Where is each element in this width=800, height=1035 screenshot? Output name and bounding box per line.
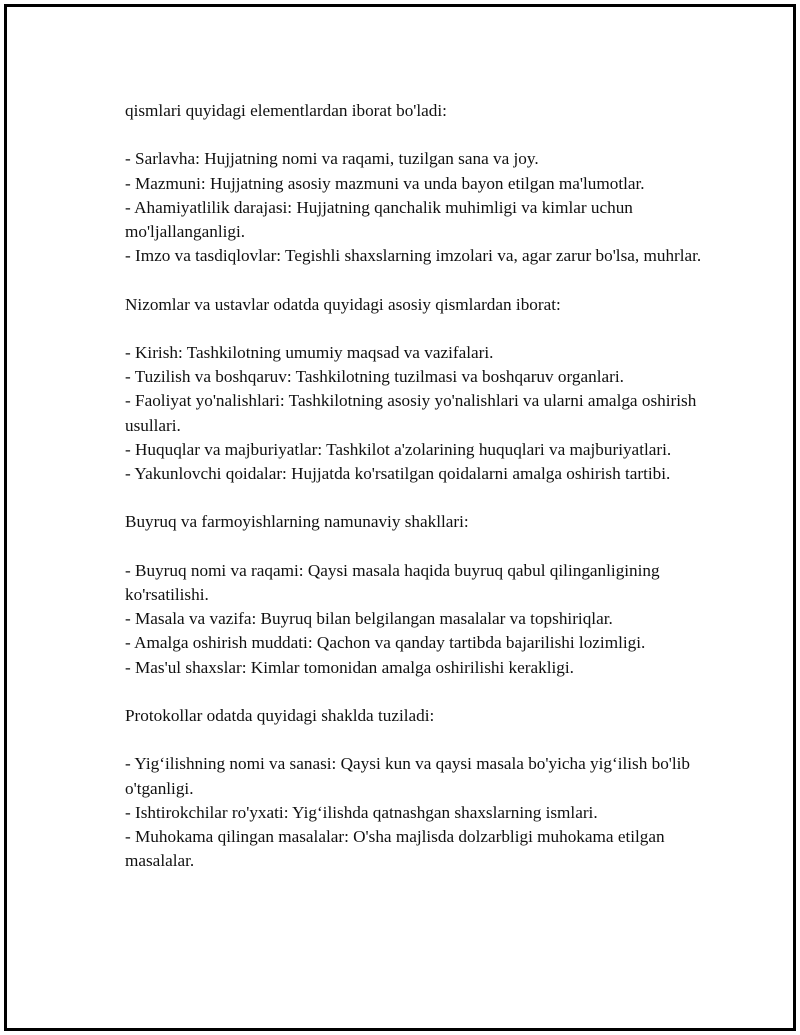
spacer — [125, 728, 705, 752]
document-body — [125, 99, 705, 873]
list-item-mazmuni: - Mazmuni: Hujjatning asosiy mazmuni va unda bayon etilgan ma'lumotlar. — [125, 173, 645, 193]
list-item-muddati: - Amalga oshirish muddati: Qachon va qanday tartibda bajarilishi lozimligi. — [125, 633, 646, 653]
section-heading-protokollar: Protokollar odatda quyidagi shaklda tuziladi: — [125, 705, 435, 725]
list-item-ahamiyatlilik: - Ahamiyatlilik darajasi: Hujjatning qanchalik muhimligi va kimlar uchun mo'ljallanganligi. — [125, 197, 633, 241]
list-item-yakunlovchi: - Yakunlovchi qoidalar: Hujjatda ko'rsatilgan qoidalarni amalga oshirish tartibi. — [125, 464, 671, 483]
list-item-yigilish: - Yig‘ilishning nomi va sanasi: Qaysi kun va qaysi masala bo'yicha yig‘ilish bo'lib o'tganligi. — [125, 754, 691, 798]
list-item-tuzilish: - Tuzilish va boshqaruv: Tashkilotning tuzilmasi va boshqaruv organlari. — [125, 367, 624, 387]
list-item-huquqlar: - Huquqlar va majburiyatlar: Tashkilot a'zolarining huquqlari va majburiyatlari. — [125, 439, 672, 459]
list-item-ishtirokchilar: - Ishtirokchilar ro'yxati: Yig‘ilishda qatnashgan shaxslarning ismlari. — [125, 802, 598, 822]
list-item-sarlavha: - Sarlavha: Hujjatning nomi va raqami, tuzilgan sana va joy. — [125, 149, 539, 169]
list-item-muhokama: - Muhokama qilingan masalalar: O'sha majlisda dolzarbligi muhokama etilgan masalalar. — [125, 826, 665, 871]
list-item-kirish: - Kirish: Tashkilotning umumiy maqsad va vazifalari. — [125, 342, 494, 362]
list-item-faoliyat: - Faoliyat yo'nalishlari: Tashkilotning asosiy yo'nalishlari va ularni amalga oshirish usullari. — [125, 391, 697, 435]
section-heading-buyruq: Buyruq va farmoyishlarning namunaviy shakllari: — [125, 512, 469, 532]
spacer — [125, 680, 705, 704]
intro-text: qismlari quyidagi elementlardan iborat bo'ladi: — [125, 101, 447, 120]
spacer — [125, 317, 705, 341]
list-item-imzo: - Imzo va tasdiqlovlar: Tegishli shaxslarning imzolari va, agar zarur bo'lsa, muhrlar. — [125, 246, 702, 266]
page-frame — [4, 4, 796, 1031]
spacer — [125, 268, 705, 292]
section-heading-nizomlar: Nizomlar va ustavlar odatda quyidagi asosiy qismlardan iborat: — [125, 294, 561, 314]
spacer — [125, 535, 705, 559]
list-item-masala: - Masala va vazifa: Buyruq bilan belgilangan masalalar va topshiriqlar. — [125, 609, 613, 629]
list-item-buyruq-nomi: - Buyruq nomi va raqami: Qaysi masala haqida buyruq qabul qilinganligining ko'rsatilishi. — [125, 560, 660, 604]
spacer — [125, 486, 705, 510]
list-item-masul: - Mas'ul shaxslar: Kimlar tomonidan amalga oshirilishi kerakligi. — [125, 657, 574, 677]
spacer — [125, 123, 705, 147]
